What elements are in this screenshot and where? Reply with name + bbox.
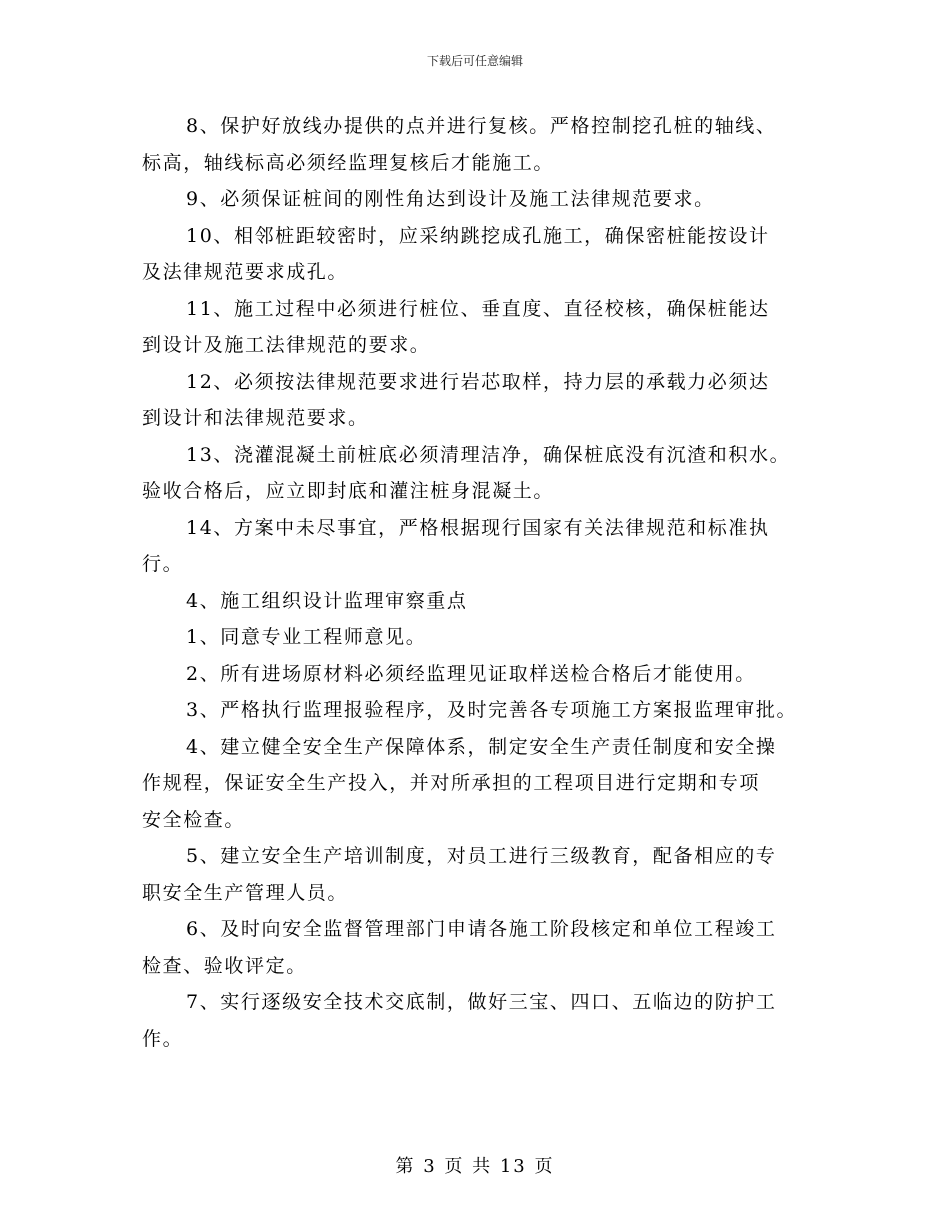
paragraph-line: 及法律规范要求成孔。 [142, 261, 349, 283]
paragraph-line: 13、浇灌混凝土前桩底必须清理洁净，确保桩底没有沉渣和积水。 [186, 443, 791, 466]
paragraph-line: 7、实行逐级安全技术交底制，做好三宝、四口、五临边的防护工 [186, 991, 777, 1013]
paragraph [142, 911, 822, 984]
paragraph [142, 619, 822, 656]
paragraph-line: 12、必须按法律规范要求进行岩芯取样，持力层的承载力必须达 [186, 370, 770, 393]
paragraph [142, 692, 822, 729]
paragraph [142, 729, 822, 839]
paragraph-line: 4、施工组织设计监理审察重点 [186, 589, 468, 612]
paragraph-line: 检查、验收评定。 [142, 954, 307, 977]
paragraph [142, 437, 822, 510]
paragraph-line: 3、严格执行监理报验程序，及时完善各专项施工方案报监理审批。 [186, 699, 798, 721]
paragraph-line: 标高，轴线标高必须经监理复核后才能施工。 [142, 151, 555, 174]
paragraph-line: 作。 [142, 1027, 184, 1050]
paragraph-line: 2、所有进场原材料必须经监理见证取样送检合格后才能使用。 [186, 662, 756, 685]
paragraph-line: 行。 [142, 553, 184, 575]
paragraph-line: 10、相邻桩距较密时，应采纳跳挖成孔施工，确保密桩能按设计 [186, 224, 770, 247]
paragraph [142, 583, 822, 620]
paragraph-line: 5、建立安全生产培训制度，对员工进行三级教育，配备相应的专 [186, 845, 777, 867]
paragraph-line: 到设计及施工法律规范的要求。 [142, 334, 431, 356]
paragraph-line: 验收合格后，应立即封底和灌注桩身混凝土。 [142, 480, 555, 502]
paragraph [142, 291, 822, 364]
paragraph-line: 职安全生产管理人员。 [142, 881, 349, 904]
paragraph-line: 9、必须保证桩间的刚性角达到设计及施工法律规范要求。 [186, 188, 715, 210]
document-body [142, 108, 822, 1057]
paragraph-line: 8、保护好放线办提供的点并进行复核。严格控制挖孔桩的轴线、 [186, 115, 777, 137]
paragraph-line: 作规程，保证安全生产投入，并对所承担的工程项目进行定期和专项 [142, 772, 761, 794]
paragraph-line: 4、建立健全安全生产保障体系，制定安全生产责任制度和安全操 [186, 735, 777, 758]
paragraph-line: 11、施工过程中必须进行桩位、垂直度、直径校核，确保桩能达 [186, 297, 770, 320]
paragraph [142, 181, 822, 218]
paragraph-line: 14、方案中未尽事宜，严格根据现行国家有关法律规范和标准执 [186, 516, 770, 539]
paragraph-line: 1、同意专业工程师意见。 [186, 626, 427, 648]
paragraph [142, 984, 822, 1057]
paragraph [142, 364, 822, 437]
paragraph-line: 到设计和法律规范要求。 [142, 407, 369, 429]
page-footer: 第 3 页 共 13 页 [395, 1156, 555, 1177]
paragraph [142, 838, 822, 911]
paragraph-line: 6、及时向安全监督管理部门申请各施工阶段核定和单位工程竣工 [186, 918, 777, 940]
paragraph [142, 656, 822, 693]
page-header: 下载后可任意编辑 [426, 54, 523, 68]
paragraph-line: 安全检查。 [142, 808, 246, 831]
paragraph [142, 218, 822, 291]
paragraph [142, 108, 822, 181]
paragraph [142, 510, 822, 583]
